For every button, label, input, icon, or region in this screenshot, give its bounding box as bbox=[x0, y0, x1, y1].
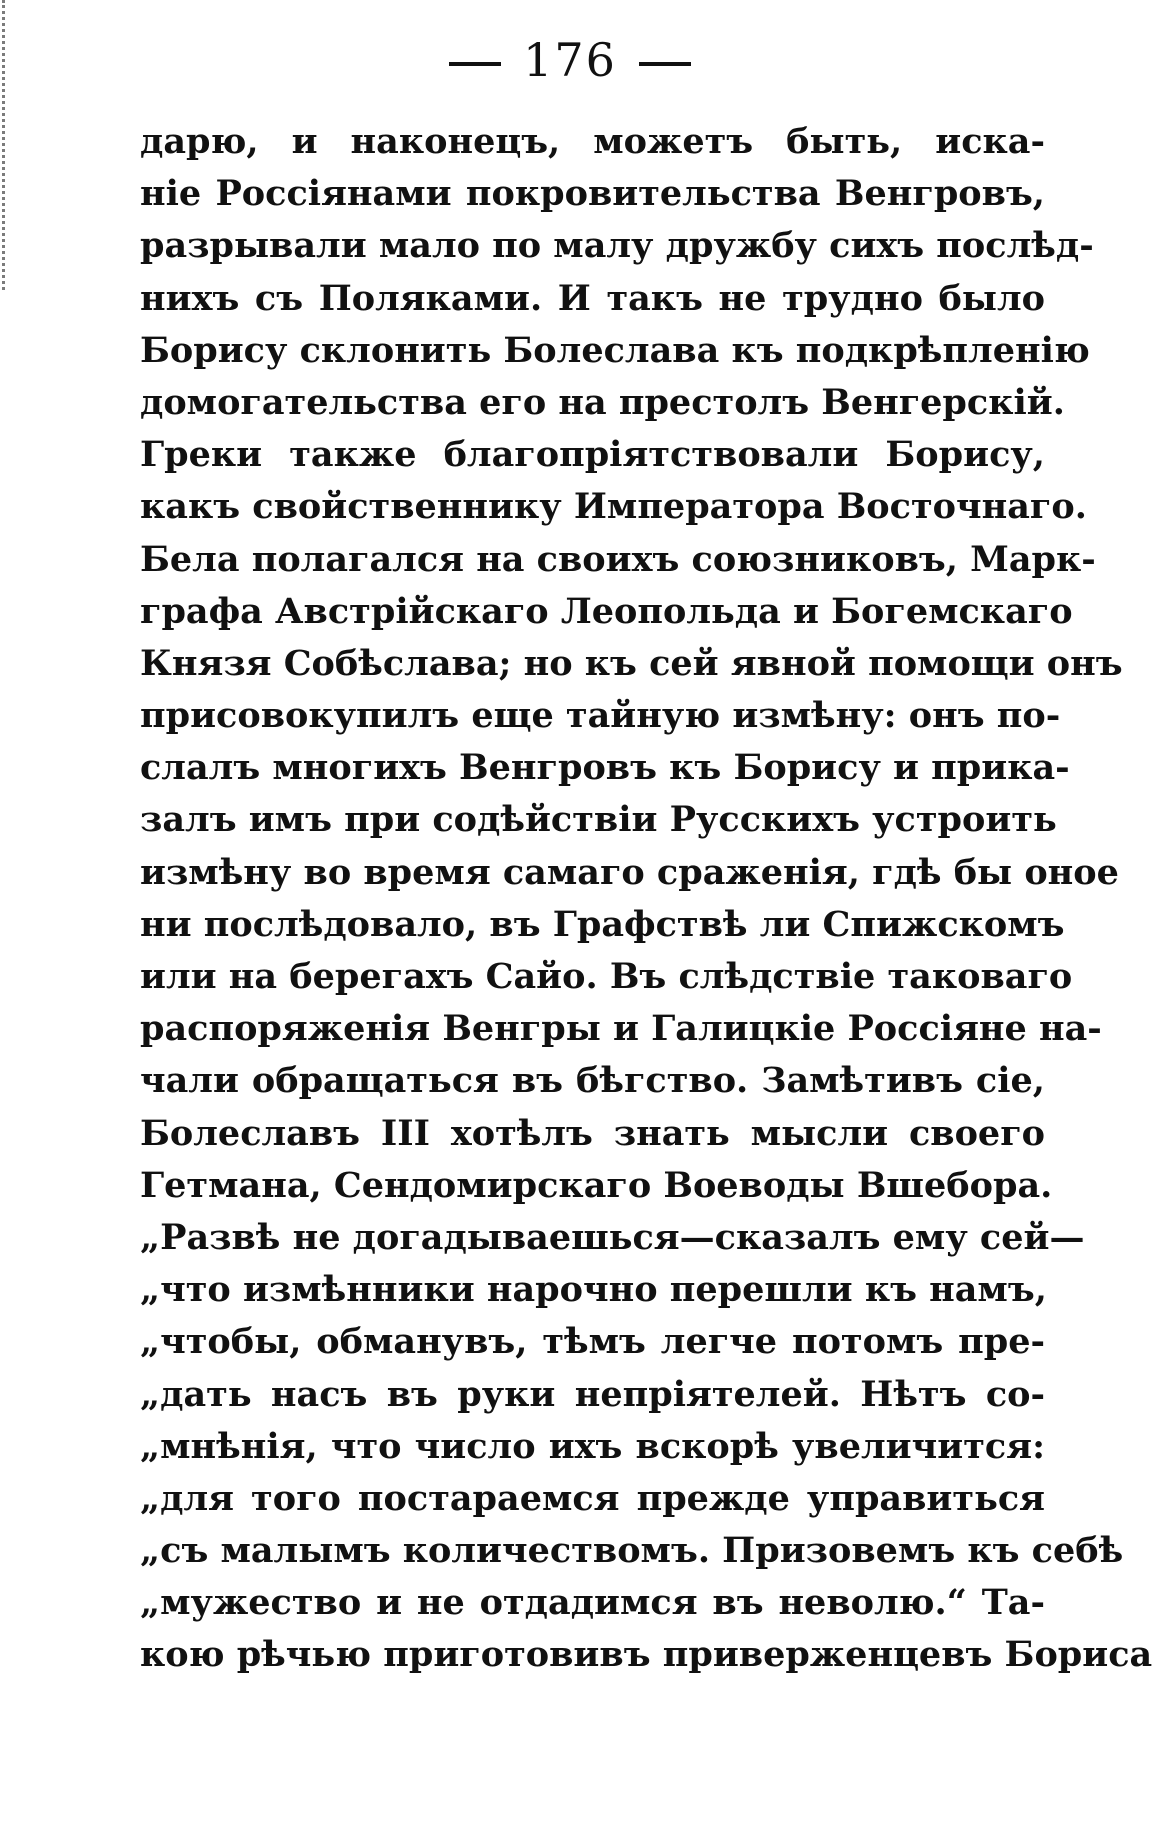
text-line: домогательства его на престолъ Венгерскій. bbox=[140, 381, 1065, 423]
text-line: дарю, и наконецъ, можетъ быть, иска- bbox=[140, 121, 1045, 162]
text-line: или на берегахъ Сайо. Въ слѣдствіе таковаго bbox=[140, 956, 1073, 997]
text-line: „дать насъ въ руки непріятелей. Нѣтъ со- bbox=[140, 1373, 1045, 1415]
text-line: чали обращаться въ бѣгство. Замѣтивъ сіе, bbox=[140, 1060, 1045, 1102]
text-line: Болеславъ III хотѣлъ знать мысли своего bbox=[140, 1112, 1045, 1154]
text-line: распоряженія Венгры и Галицкіе Россіяне на- bbox=[140, 1008, 1102, 1050]
text-line: „для того постараемся прежде управиться bbox=[140, 1477, 1045, 1519]
text-line: ніе Россіянами покровительства Венгровъ, bbox=[140, 173, 1045, 215]
text-line: „мужество и не отдадимся въ неволю.“ Та- bbox=[140, 1582, 1045, 1624]
text-line: Князя Собѣслава; но къ сей явной помощи онъ bbox=[140, 642, 1123, 684]
text-line: Гетмана, Сендомирскаго Воеводы Вшебора. bbox=[140, 1164, 1053, 1206]
text-line: ни послѣдовало, въ Графствѣ ли Спижскомъ bbox=[140, 903, 1065, 945]
text-line: слалъ многихъ Венгровъ къ Борису и прика- bbox=[140, 747, 1070, 789]
text-line: „что измѣнники нарочно перешли къ намъ, bbox=[140, 1269, 1047, 1311]
header-dash-left bbox=[449, 62, 501, 66]
text-line: „мнѣнія, что число ихъ вскорѣ увеличится: bbox=[140, 1425, 1045, 1467]
text-line: какъ свойственнику Императора Восточнаго. bbox=[140, 486, 1087, 528]
text-line: кою рѣчью приготовивъ приверженцевъ Бориса bbox=[140, 1634, 1152, 1676]
text-line: залъ имъ при содѣйствіи Русскихъ устроить bbox=[140, 799, 1057, 841]
text-line: „чтобы, обманувъ, тѣмъ легче потомъ пре- bbox=[140, 1321, 1045, 1363]
text-line: графа Австрійскаго Леопольда и Богемскаго bbox=[140, 590, 1073, 632]
header-dash-right bbox=[639, 62, 691, 66]
text-line: разрывали мало по малу дружбу сихъ послѣд- bbox=[140, 225, 1094, 267]
text-line: „съ малымъ количествомъ. Призовемъ къ себѣ bbox=[140, 1530, 1124, 1572]
text-line: присовокупилъ еще тайную измѣну: онъ по- bbox=[140, 695, 1061, 737]
body-text bbox=[140, 116, 1152, 1682]
text-line: Греки также благопріятствовали Борису, bbox=[140, 434, 1045, 476]
text-line: „Развѣ не догадываешься—сказалъ ему сей— bbox=[140, 1216, 1085, 1258]
text-line: Бела полагался на своихъ союзниковъ, Марк- bbox=[140, 538, 1096, 580]
text-line: Борису склонить Болеслава къ подкрѣпленію bbox=[140, 329, 1090, 371]
text-line: нихъ съ Поляками. И такъ не трудно было bbox=[140, 277, 1045, 319]
page-header bbox=[0, 30, 1140, 90]
text-line: измѣну во время самаго сраженія, гдѣ бы оное bbox=[140, 851, 1119, 893]
page-number: 176 bbox=[523, 33, 617, 87]
